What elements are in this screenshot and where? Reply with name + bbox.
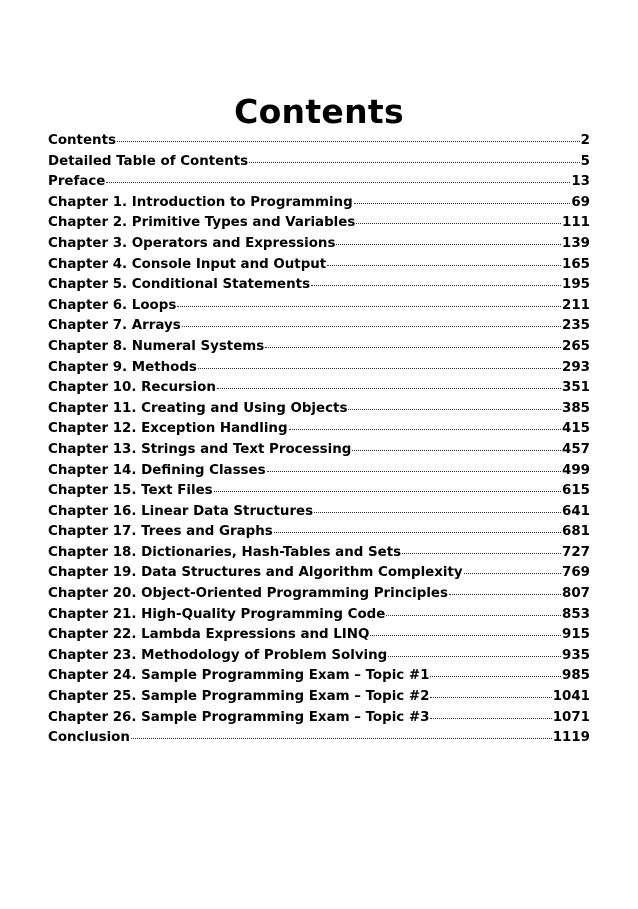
toc-entry[interactable]	[48, 255, 590, 276]
toc-entry-label: Chapter 18. Dictionaries, Hash-Tables and Sets	[48, 544, 402, 560]
toc-entry-page-number: 985	[562, 668, 590, 684]
toc-entry-label: Chapter 15. Text Files	[48, 483, 213, 499]
toc-dot-leader	[131, 737, 552, 739]
toc-dot-leader	[198, 367, 561, 369]
toc-entry-page-number: 235	[562, 318, 590, 334]
toc-dot-leader	[402, 552, 561, 554]
toc-dot-leader	[177, 305, 561, 307]
toc-entry-label: Chapter 17. Trees and Graphs	[48, 524, 273, 540]
toc-dot-leader	[274, 531, 561, 533]
toc-entry-page-number: 807	[562, 586, 590, 602]
toc-entry-label: Contents	[48, 133, 116, 148]
toc-dot-leader	[182, 325, 561, 327]
toc-dot-leader	[449, 593, 561, 595]
toc-dot-leader	[117, 140, 580, 142]
toc-entry-page-number: 769	[562, 565, 590, 581]
toc-entry-page-number: 615	[562, 483, 590, 499]
toc-dot-leader	[336, 243, 561, 245]
toc-entry-label: Chapter 4. Console Input and Output	[48, 256, 327, 272]
toc-entry[interactable]	[48, 440, 590, 461]
toc-dot-leader	[464, 572, 561, 574]
toc-entry[interactable]	[48, 152, 590, 173]
toc-dot-leader	[352, 449, 561, 451]
toc-entry-page-number: 681	[562, 524, 590, 540]
toc-entry-page-number: 641	[562, 503, 590, 519]
toc-entry-page-number: 385	[562, 400, 590, 416]
toc-dot-leader	[289, 428, 561, 430]
toc-entry-page-number: 915	[562, 627, 590, 643]
toc-entry-page-number: 69	[571, 194, 590, 210]
toc-entry-page-number: 293	[562, 359, 590, 375]
toc-entry-page-number: 727	[562, 544, 590, 560]
toc-entry-label: Chapter 24. Sample Programming Exam – Topic #1	[48, 668, 430, 684]
toc-entry[interactable]	[48, 646, 590, 667]
toc-entry-label: Chapter 10. Recursion	[48, 380, 216, 396]
toc-entry-page-number: 351	[562, 380, 590, 396]
toc-dot-leader	[214, 490, 561, 492]
toc-entry-page-number: 1041	[552, 689, 590, 705]
toc-entry-label: Chapter 21. High-Quality Programming Code	[48, 606, 386, 622]
toc-entry[interactable]	[48, 481, 590, 502]
toc-dot-leader	[348, 408, 561, 410]
toc-entry[interactable]	[48, 419, 590, 440]
toc-entry-label: Chapter 25. Sample Programming Exam – Topic #2	[48, 689, 430, 705]
toc-entry-label: Chapter 11. Creating and Using Objects	[48, 400, 348, 416]
toc-entry-page-number: 1071	[552, 709, 590, 725]
toc-entry[interactable]	[48, 316, 590, 337]
toc-entry-label: Chapter 22. Lambda Expressions and LINQ	[48, 627, 370, 643]
toc-entry[interactable]	[48, 461, 590, 482]
table-of-contents	[48, 131, 590, 749]
toc-entry-label: Chapter 14. Defining Classes	[48, 462, 266, 478]
toc-entry-label: Chapter 19. Data Structures and Algorithm Complexity	[48, 565, 463, 581]
toc-entry-label: Chapter 23. Methodology of Problem Solving	[48, 647, 388, 663]
toc-entry-label: Chapter 12. Exception Handling	[48, 421, 288, 437]
toc-entry[interactable]	[48, 378, 590, 399]
toc-entry[interactable]	[48, 605, 590, 626]
toc-entry-label: Chapter 13. Strings and Text Processing	[48, 441, 352, 457]
toc-entry-page-number: 2	[580, 133, 590, 148]
toc-entry-page-number: 139	[562, 235, 590, 251]
toc-entry-page-number: 165	[562, 256, 590, 272]
toc-entry[interactable]	[48, 358, 590, 379]
toc-entry-page-number: 211	[562, 297, 590, 313]
toc-entry-page-number: 457	[562, 441, 590, 457]
toc-dot-leader	[314, 511, 561, 513]
toc-entry[interactable]	[48, 296, 590, 317]
toc-entry-label: Chapter 26. Sample Programming Exam – Topic #3	[48, 709, 430, 725]
toc-entry[interactable]	[48, 543, 590, 564]
toc-dot-leader	[430, 717, 551, 719]
toc-dot-leader	[430, 675, 561, 677]
toc-entry-page-number: 935	[562, 647, 590, 663]
toc-entry-label: Preface	[48, 174, 106, 190]
toc-entry-label: Detailed Table of Contents	[48, 153, 249, 169]
toc-entry-label: Chapter 3. Operators and Expressions	[48, 235, 336, 251]
toc-entry[interactable]	[48, 337, 590, 358]
toc-dot-leader	[249, 161, 580, 163]
toc-entry-page-number: 265	[562, 338, 590, 354]
toc-entry[interactable]	[48, 584, 590, 605]
toc-dot-leader	[354, 202, 571, 204]
toc-entry[interactable]	[48, 666, 590, 687]
toc-entry[interactable]	[48, 234, 590, 255]
toc-dot-leader	[370, 634, 561, 636]
toc-entry[interactable]	[48, 131, 590, 152]
toc-entry[interactable]	[48, 728, 590, 749]
toc-entry-label: Chapter 2. Primitive Types and Variables	[48, 215, 356, 231]
toc-dot-leader	[267, 470, 561, 472]
toc-entry-label: Chapter 9. Methods	[48, 359, 197, 375]
toc-entry-label: Chapter 20. Object-Oriented Programming Principles	[48, 586, 448, 602]
toc-dot-leader	[386, 614, 561, 616]
toc-entry[interactable]	[48, 687, 590, 708]
toc-entry-label: Chapter 7. Arrays	[48, 318, 181, 334]
toc-entry[interactable]	[48, 522, 590, 543]
toc-entry-page-number: 111	[562, 215, 590, 231]
toc-dot-leader	[106, 181, 570, 183]
toc-entry[interactable]	[48, 502, 590, 523]
toc-entry-page-number: 1119	[552, 730, 590, 746]
toc-entry[interactable]	[48, 625, 590, 646]
toc-entry[interactable]	[48, 172, 590, 193]
toc-entry[interactable]	[48, 708, 590, 729]
toc-dot-leader	[430, 696, 551, 698]
toc-dot-leader	[311, 284, 561, 286]
toc-entry-page-number: 853	[562, 606, 590, 622]
toc-entry-label: Conclusion	[48, 730, 130, 746]
toc-entry-page-number: 5	[580, 153, 590, 169]
toc-entry[interactable]	[48, 193, 590, 214]
toc-dot-leader	[356, 222, 561, 224]
toc-entry-page-number: 499	[562, 462, 590, 478]
toc-entry[interactable]	[48, 563, 590, 584]
toc-dot-leader	[265, 346, 561, 348]
toc-dot-leader	[388, 655, 561, 657]
toc-entry-label: Chapter 5. Conditional Statements	[48, 277, 311, 293]
toc-entry[interactable]	[48, 399, 590, 420]
toc-dot-leader	[217, 387, 561, 389]
toc-entry[interactable]	[48, 275, 590, 296]
toc-entry-page-number: 195	[562, 277, 590, 293]
toc-entry[interactable]	[48, 213, 590, 234]
toc-entry-label: Chapter 16. Linear Data Structures	[48, 503, 314, 519]
toc-entry-label: Chapter 8. Numeral Systems	[48, 338, 265, 354]
toc-entry-page-number: 415	[562, 421, 590, 437]
toc-entry-page-number: 13	[571, 174, 590, 190]
toc-entry-label: Chapter 6. Loops	[48, 297, 177, 313]
toc-dot-leader	[327, 264, 561, 266]
toc-entry-label: Chapter 1. Introduction to Programming	[48, 194, 353, 210]
page-title: Contents	[234, 92, 404, 132]
